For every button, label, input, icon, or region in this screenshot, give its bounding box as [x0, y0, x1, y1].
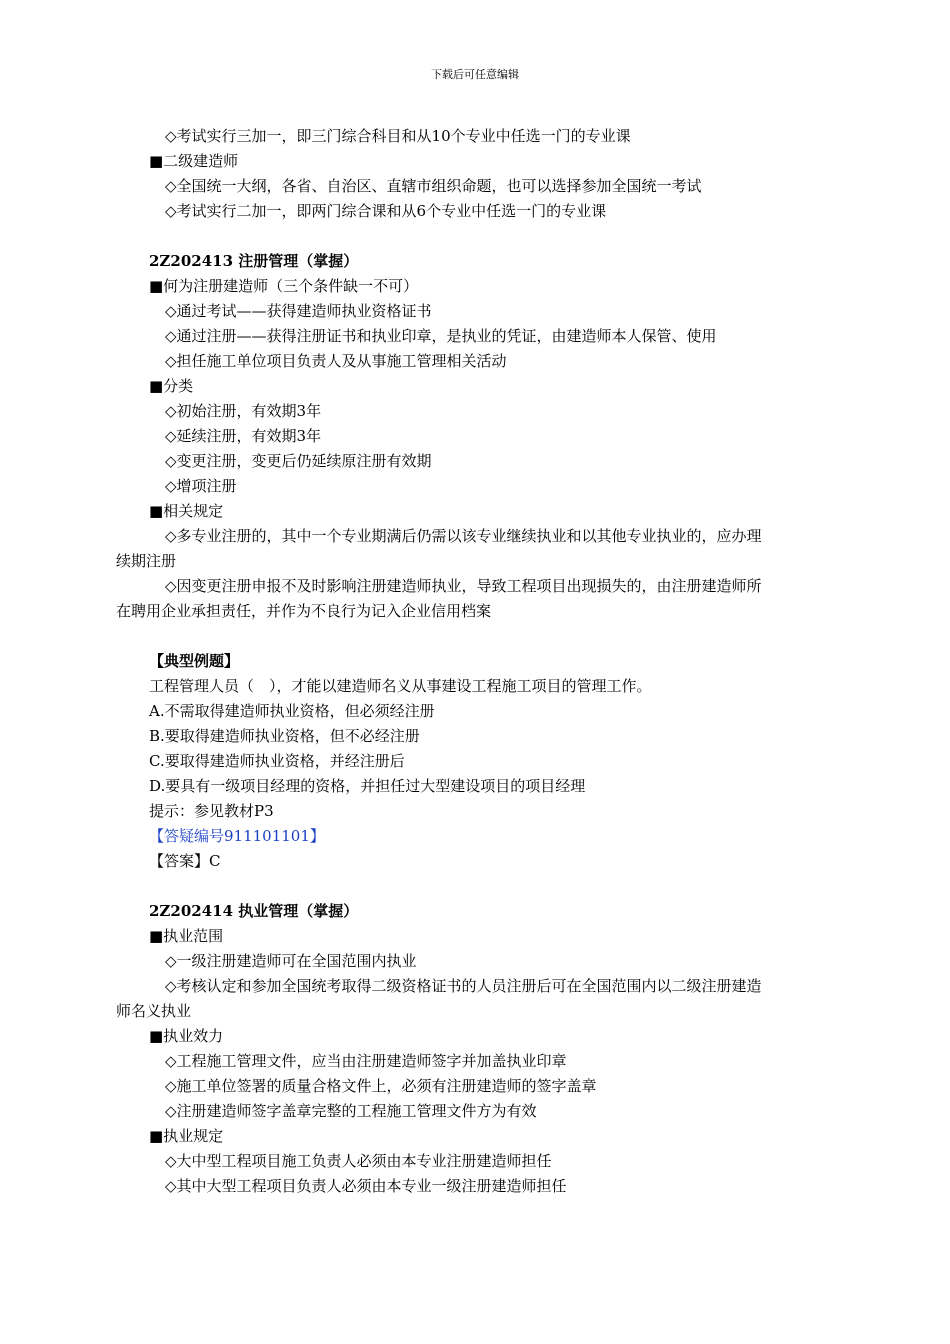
line-hint: 提示：参见教材P3 [149, 802, 274, 820]
line-option-b: B.要取得建造师执业资格，但不必经注册 [149, 727, 420, 745]
line-option-d: D.要具有一级项目经理的资格，并担任过大型建设项目的项目经理 [149, 777, 586, 795]
line-large-projects: ◇其中大型工程项目负责人必须由本专业一级注册建造师担任 [165, 1177, 567, 1195]
line-second-class-nationwide-2: 师名义执业 [116, 1002, 192, 1020]
line-renewal-registration: ◇延续注册，有效期3年 [165, 427, 322, 445]
line-multi-specialty-2: 续期注册 [116, 552, 177, 570]
line-what-is-registered: ■何为注册建造师（三个条件缺一不可） [149, 277, 419, 295]
line-classification-heading: ■分类 [149, 377, 194, 395]
line-pass-exam: ◇通过考试——获得建造师执业资格证书 [165, 302, 432, 320]
line-practice-scope-heading: ■执业范围 [149, 927, 224, 945]
line-initial-registration: ◇初始注册，有效期3年 [165, 402, 322, 420]
line-large-medium-projects: ◇大中型工程项目施工负责人必须由本专业注册建造师担任 [165, 1152, 552, 1170]
line-national-syllabus: ◇全国统一大纲，各省、自治区、直辖市组织命题，也可以选择参加全国统一考试 [165, 177, 702, 195]
line-valid-documents: ◇注册建造师签字盖章完整的工程施工管理文件方为有效 [165, 1102, 537, 1120]
line-section-2z202414: 2Z202414 执业管理（掌握） [149, 902, 359, 920]
line-typical-example-heading: 【典型例题】 [149, 652, 240, 670]
line-practice-rules-heading: ■执业规定 [149, 1127, 224, 1145]
line-change-delay-1: ◇因变更注册申报不及时影响注册建造师执业，导致工程项目出现损失的，由注册建造师所 [165, 577, 762, 595]
line-management-documents: ◇工程施工管理文件，应当由注册建造师签字并加盖执业印章 [165, 1052, 567, 1070]
line-serve-project-lead: ◇担任施工单位项目负责人及从事施工管理相关活动 [165, 352, 507, 370]
line-exam-three-plus-one: ◇考试实行三加一，即三门综合科目和从10个专业中任选一门的专业课 [165, 127, 631, 145]
line-section-2z202413: 2Z202413 注册管理（掌握） [149, 252, 359, 270]
line-quality-documents: ◇施工单位签署的质量合格文件上，必须有注册建造师的签字盖章 [165, 1077, 597, 1095]
line-second-class-nationwide-1: ◇考核认定和参加全国统考取得二级资格证书的人员注册后可在全国范围内以二级注册建造 [165, 977, 762, 995]
line-second-class-heading: ■二级建造师 [149, 152, 239, 170]
line-question-stem: 工程管理人员（ ），才能以建造师名义从事建设工程施工项目的管理工作。 [149, 677, 652, 695]
header-note: 下载后可任意编辑 [431, 68, 519, 81]
line-answer: 【答案】C [149, 852, 221, 870]
line-related-rules-heading: ■相关规定 [149, 502, 224, 520]
line-additional-registration: ◇增项注册 [165, 477, 237, 495]
line-change-delay-2: 在聘用企业承担责任，并作为不良行为记入企业信用档案 [116, 602, 492, 620]
line-option-c: C.要取得建造师执业资格，并经注册后 [149, 752, 405, 770]
line-practice-effect-heading: ■执业效力 [149, 1027, 224, 1045]
line-qa-number[interactable]: 【答疑编号911101101】 [149, 827, 325, 845]
line-pass-registration: ◇通过注册——获得注册证书和执业印章，是执业的凭证，由建造师本人保管、使用 [165, 327, 717, 345]
line-multi-specialty-1: ◇多专业注册的，其中一个专业期满后仍需以该专业继续执业和以其他专业执业的，应办理 [165, 527, 762, 545]
line-exam-two-plus-one: ◇考试实行二加一，即两门综合课和从6个专业中任选一门的专业课 [165, 202, 607, 220]
line-first-class-nationwide: ◇一级注册建造师可在全国范围内执业 [165, 952, 417, 970]
line-option-a: A.不需取得建造师执业资格，但必须经注册 [149, 702, 435, 720]
line-change-registration: ◇变更注册，变更后仍延续原注册有效期 [165, 452, 432, 470]
